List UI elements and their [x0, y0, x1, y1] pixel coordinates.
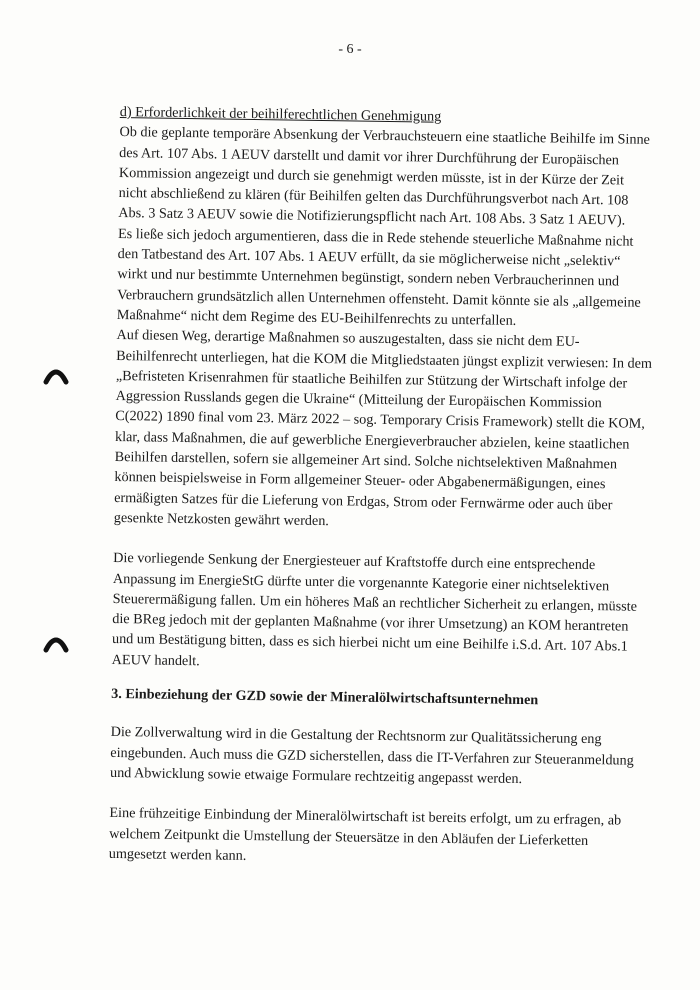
text-line: ermäßigten Satzes für die Lieferung von Erdgas, Strom oder Fernwärme oder auch über	[114, 489, 613, 513]
text-line: „Befristeten Krisenrahmen für staatliche Beihilfen zur Stützung der Wirtschaft infolge der	[115, 367, 628, 392]
text-line: Beihilfen darstellen, sofern sie allgemeiner Art sind. Solche nichtselektiven Maßnahmen	[114, 449, 618, 473]
text-line: Eine frühzeitige Einbindung der Mineralölwirtschaft ist bereits erfolgt, um zu erfragen, ab	[109, 805, 622, 829]
document-body	[108, 102, 653, 872]
text-line: Anpassung im EnergieStG dürfte unter die vorgenannte Kategorie einer nichtselektiven	[112, 570, 610, 594]
text-line: klar, dass Maßnahmen, die auf gewerbliche Energieverbraucher abzielen, keine staatlichen	[114, 428, 630, 453]
page-number: - 6 -	[338, 42, 362, 57]
punch-hole-mark-icon	[43, 360, 69, 386]
text-line: wirkt und nur bestimmte Unternehmen begünstigt, sondern neben Verbraucherinnen und	[117, 266, 620, 290]
text-line: umgesetzt werden kann.	[108, 845, 247, 864]
text-line: Es ließe sich jedoch argumentieren, dass die in Rede stehende steuerliche Maßnahme nicht	[117, 225, 634, 250]
text-line: eingebunden. Auch muss die GZD sicherstellen, dass die IT-Verfahren zur Steueranmeldung	[110, 744, 634, 769]
text-line: C(2022) 1890 final vom 23. März 2022 – sog. Temporary Crisis Framework) stellt die KOM,	[115, 408, 645, 433]
text-line: Auf diesen Weg, derartige Maßnahmen so auszugestalten, dass sie nicht dem EU-	[116, 327, 580, 351]
text-line: Die vorliegende Senkung der Energiesteuer auf Kraftstoffe durch eine entsprechende	[113, 550, 596, 574]
text-line: welchem Zeitpunkt die Umstellung der Steuersätze in den Abläufen der Lieferketten	[109, 825, 589, 849]
text-line: Aggression Russlands gegen die Ukraine“ (Mitteilung der Europäischen Kommission	[115, 388, 602, 412]
text-line: Verbrauchern grundsätzlich allen Unternehmen offensteht. Damit könnte sie als „allgemeine	[117, 286, 641, 311]
text-line: Steuerermäßigung fallen. Um ein höheres Maß an rechtlicher Sicherheit zu erlangen, müsste	[112, 590, 638, 615]
text-line: Maßnahme“ nicht dem Regime des EU-Beihilfenrechts zu unterfallen.	[116, 306, 517, 329]
text-line: und Abwicklung sowie etwaige Formulare rechtzeitig angepasst werden.	[109, 764, 523, 787]
punch-hole-mark-icon	[43, 628, 69, 654]
section-d-paragraph-2	[111, 548, 638, 677]
text-line: die BReg jedoch mit der geplanten Maßnahme (vor ihrer Umsetzung) an KOM herantreten	[112, 611, 629, 635]
text-line: Abs. 3 Satz 3 AEUV sowie die Notifizierungspflicht nach Art. 108 Abs. 3 Satz 1 AEUV).	[118, 205, 626, 229]
text-line: Ob die geplante temporäre Absenkung der Verbrauchsteuern eine staatliche Beihilfe im Sinne	[119, 124, 651, 149]
section-3-paragraph-2	[109, 803, 628, 872]
section-d-paragraph-1	[113, 122, 653, 536]
text-line: Kommission angezeigt und durch sie genehmigt werden müsste, ist in der Kürze der Zeit	[118, 164, 625, 189]
section-3-paragraph-1	[109, 722, 634, 791]
section-3-heading: 3. Einbeziehung der GZD sowie der Mineralölwirtschaftsunternehmen	[111, 685, 539, 709]
text-line: des Art. 107 Abs. 1 AEUV darstellt und damit vor ihrer Durchführung der Europäischen	[119, 144, 620, 169]
text-line: und um Bestätigung bitten, dass es sich hierbei nicht um eine Beihilfe i.S.d. Art. 107 Abs.1	[111, 631, 628, 656]
text-line: den Tatbestand des Art. 107 Abs. 1 AEUV erfüllt, da sie möglicherweise nicht „selektiv“	[117, 246, 621, 270]
text-line: AEUV handelt.	[111, 651, 200, 669]
text-line: nicht abschließend zu klären (für Beihilfen gelten das Durchführungsverbot nach Art. 108	[118, 185, 629, 209]
text-line: Die Zollverwaltung wird in die Gestaltung der Rechtsnorm zur Qualitätssicherung eng	[110, 724, 602, 748]
text-line: können beispielsweise in Form allgemeiner Steuer- oder Abgabenermäßigungen, eines	[114, 469, 606, 493]
section-d-heading: d) Erforderlichkeit der beihilferechtlichen Genehmigung	[119, 103, 442, 125]
text-line: Beihilfenrecht unterliegen, hat die KOM die Mitgliedstaaten jüngst explizit verwiesen: In dem	[116, 347, 653, 372]
text-line: gesenkte Netzkosten gewährt werden.	[113, 509, 330, 530]
